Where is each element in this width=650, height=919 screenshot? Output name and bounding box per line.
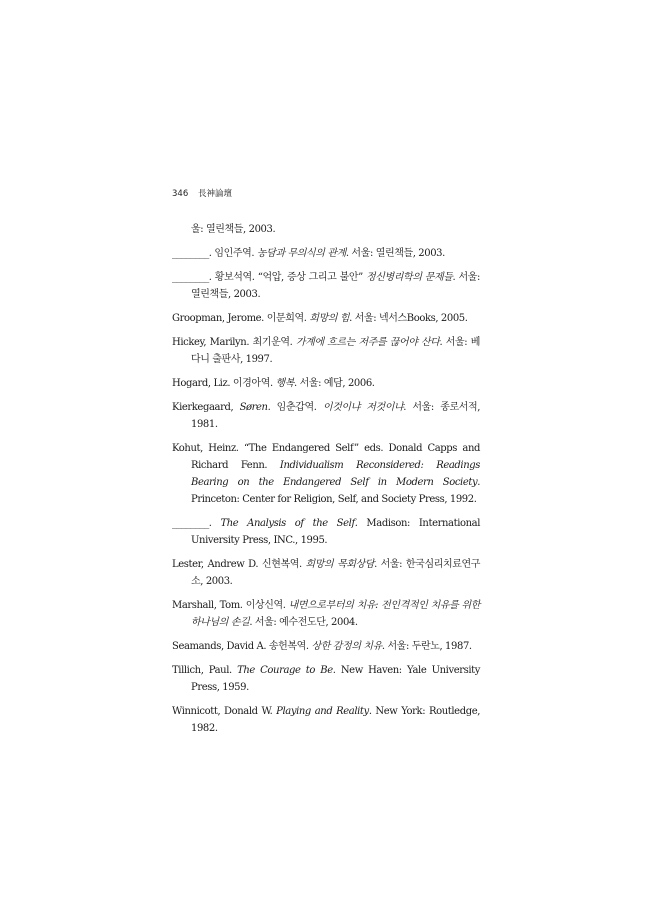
reference-text: Kohut, Heinz. “The Endangered Self” eds. Donald Capps and Richard Fenn. bbox=[172, 443, 480, 471]
reference-text: Lester, Andrew D. 신현복역. bbox=[172, 559, 306, 570]
reference-title: Playing and Reality bbox=[276, 706, 369, 717]
reference-title: 이것이냐 저것이냐 bbox=[322, 402, 404, 413]
reference-text: Hickey, Marilyn. 최기운역. bbox=[172, 337, 296, 348]
reference-entry bbox=[172, 638, 480, 655]
reference-entry bbox=[172, 597, 480, 631]
reference-text: Groopman, Jerome. 이문희역. bbox=[172, 313, 310, 324]
reference-title: Søren bbox=[239, 402, 268, 413]
reference-text: . 서울: 열린책들, 2003. bbox=[345, 248, 445, 259]
reference-entry bbox=[172, 334, 480, 368]
reference-entry bbox=[172, 662, 480, 696]
reference-text: . 서울: 열린책들, 2003. bbox=[191, 272, 480, 300]
reference-entry bbox=[172, 703, 480, 737]
reference-text: Marshall, Tom. 이상신역. bbox=[172, 600, 289, 611]
reference-title: 행복 bbox=[275, 378, 295, 389]
reference-title: 희망의 목회상담 bbox=[305, 559, 375, 570]
reference-text: Winnicott, Donald W. bbox=[172, 706, 277, 717]
reference-text: . 서울: 두란노, 1987. bbox=[381, 641, 472, 652]
reference-text: . Princeton: Center for Religion, Self, and Society Press, 1992. bbox=[191, 477, 480, 505]
reference-title: 농담과 무의식의 관계 bbox=[256, 248, 346, 259]
reference-text: ________. bbox=[172, 518, 221, 529]
reference-entry bbox=[172, 440, 480, 508]
reference-entry bbox=[172, 245, 480, 262]
reference-entry bbox=[172, 515, 480, 549]
reference-text: ________. 황보석역. “억압, 증상 그리고 불안” bbox=[172, 272, 367, 283]
reference-title: The Analysis of the Self bbox=[220, 518, 355, 529]
reference-title: 상한 감정의 치유 bbox=[311, 641, 382, 652]
reference-entry bbox=[172, 399, 480, 433]
page-number: 346 bbox=[172, 189, 189, 199]
reference-text: . 서울: 넥서스Books, 2005. bbox=[349, 313, 468, 324]
reference-title: 가계에 흐르는 저주를 끊어야 산다 bbox=[295, 337, 440, 348]
reference-title: Individualism Reconsidered: Readings Bearing on the Endangered Self in Modern Society bbox=[191, 460, 480, 488]
reference-text: 울: 열린책들, 2003. bbox=[191, 224, 276, 235]
running-header bbox=[172, 187, 232, 199]
reference-entry bbox=[172, 375, 480, 392]
reference-entry bbox=[172, 310, 480, 327]
reference-text: Seamands, David A. 송헌복역. bbox=[172, 641, 312, 652]
reference-text: . New York: Routledge, 1982. bbox=[191, 706, 480, 734]
reference-text: . 서울: 예담, 2006. bbox=[294, 378, 375, 389]
reference-title: 정신병리학의 문제들 bbox=[366, 272, 453, 283]
reference-text: . Madison: International University Press, INC., 1995. bbox=[191, 518, 481, 546]
reference-text: . 서울: 종로서적, 1981. bbox=[191, 402, 481, 430]
reference-entry bbox=[172, 556, 480, 590]
reference-entry bbox=[172, 221, 480, 238]
reference-text: . 임춘갑역. bbox=[267, 402, 323, 413]
reference-title: 희망의 힘 bbox=[309, 313, 350, 324]
reference-text: Tillich, Paul. bbox=[172, 665, 238, 676]
reference-list bbox=[172, 221, 480, 744]
journal-title: 長神論壇 bbox=[197, 189, 232, 199]
reference-text: Hogard, Liz. 이경아역. bbox=[172, 378, 276, 389]
reference-title: The Courage to Be bbox=[237, 665, 333, 676]
reference-text: . 서울: 베다니 출판사, 1997. bbox=[191, 337, 480, 365]
reference-entry bbox=[172, 269, 480, 303]
reference-text: . 서울: 한국심리치료연구소, 2003. bbox=[191, 559, 480, 587]
reference-text: ________. 임인주역. bbox=[172, 248, 257, 259]
reference-title: 내면으로부터의 치유: 전인격적인 치유를 위한 하나님의 손길 bbox=[191, 600, 481, 628]
reference-text: . New Haven: Yale University Press, 1959. bbox=[191, 665, 481, 693]
reference-text: Kierkegaard, bbox=[172, 402, 240, 413]
reference-text: . 서울: 예수전도단, 2004. bbox=[249, 617, 358, 628]
